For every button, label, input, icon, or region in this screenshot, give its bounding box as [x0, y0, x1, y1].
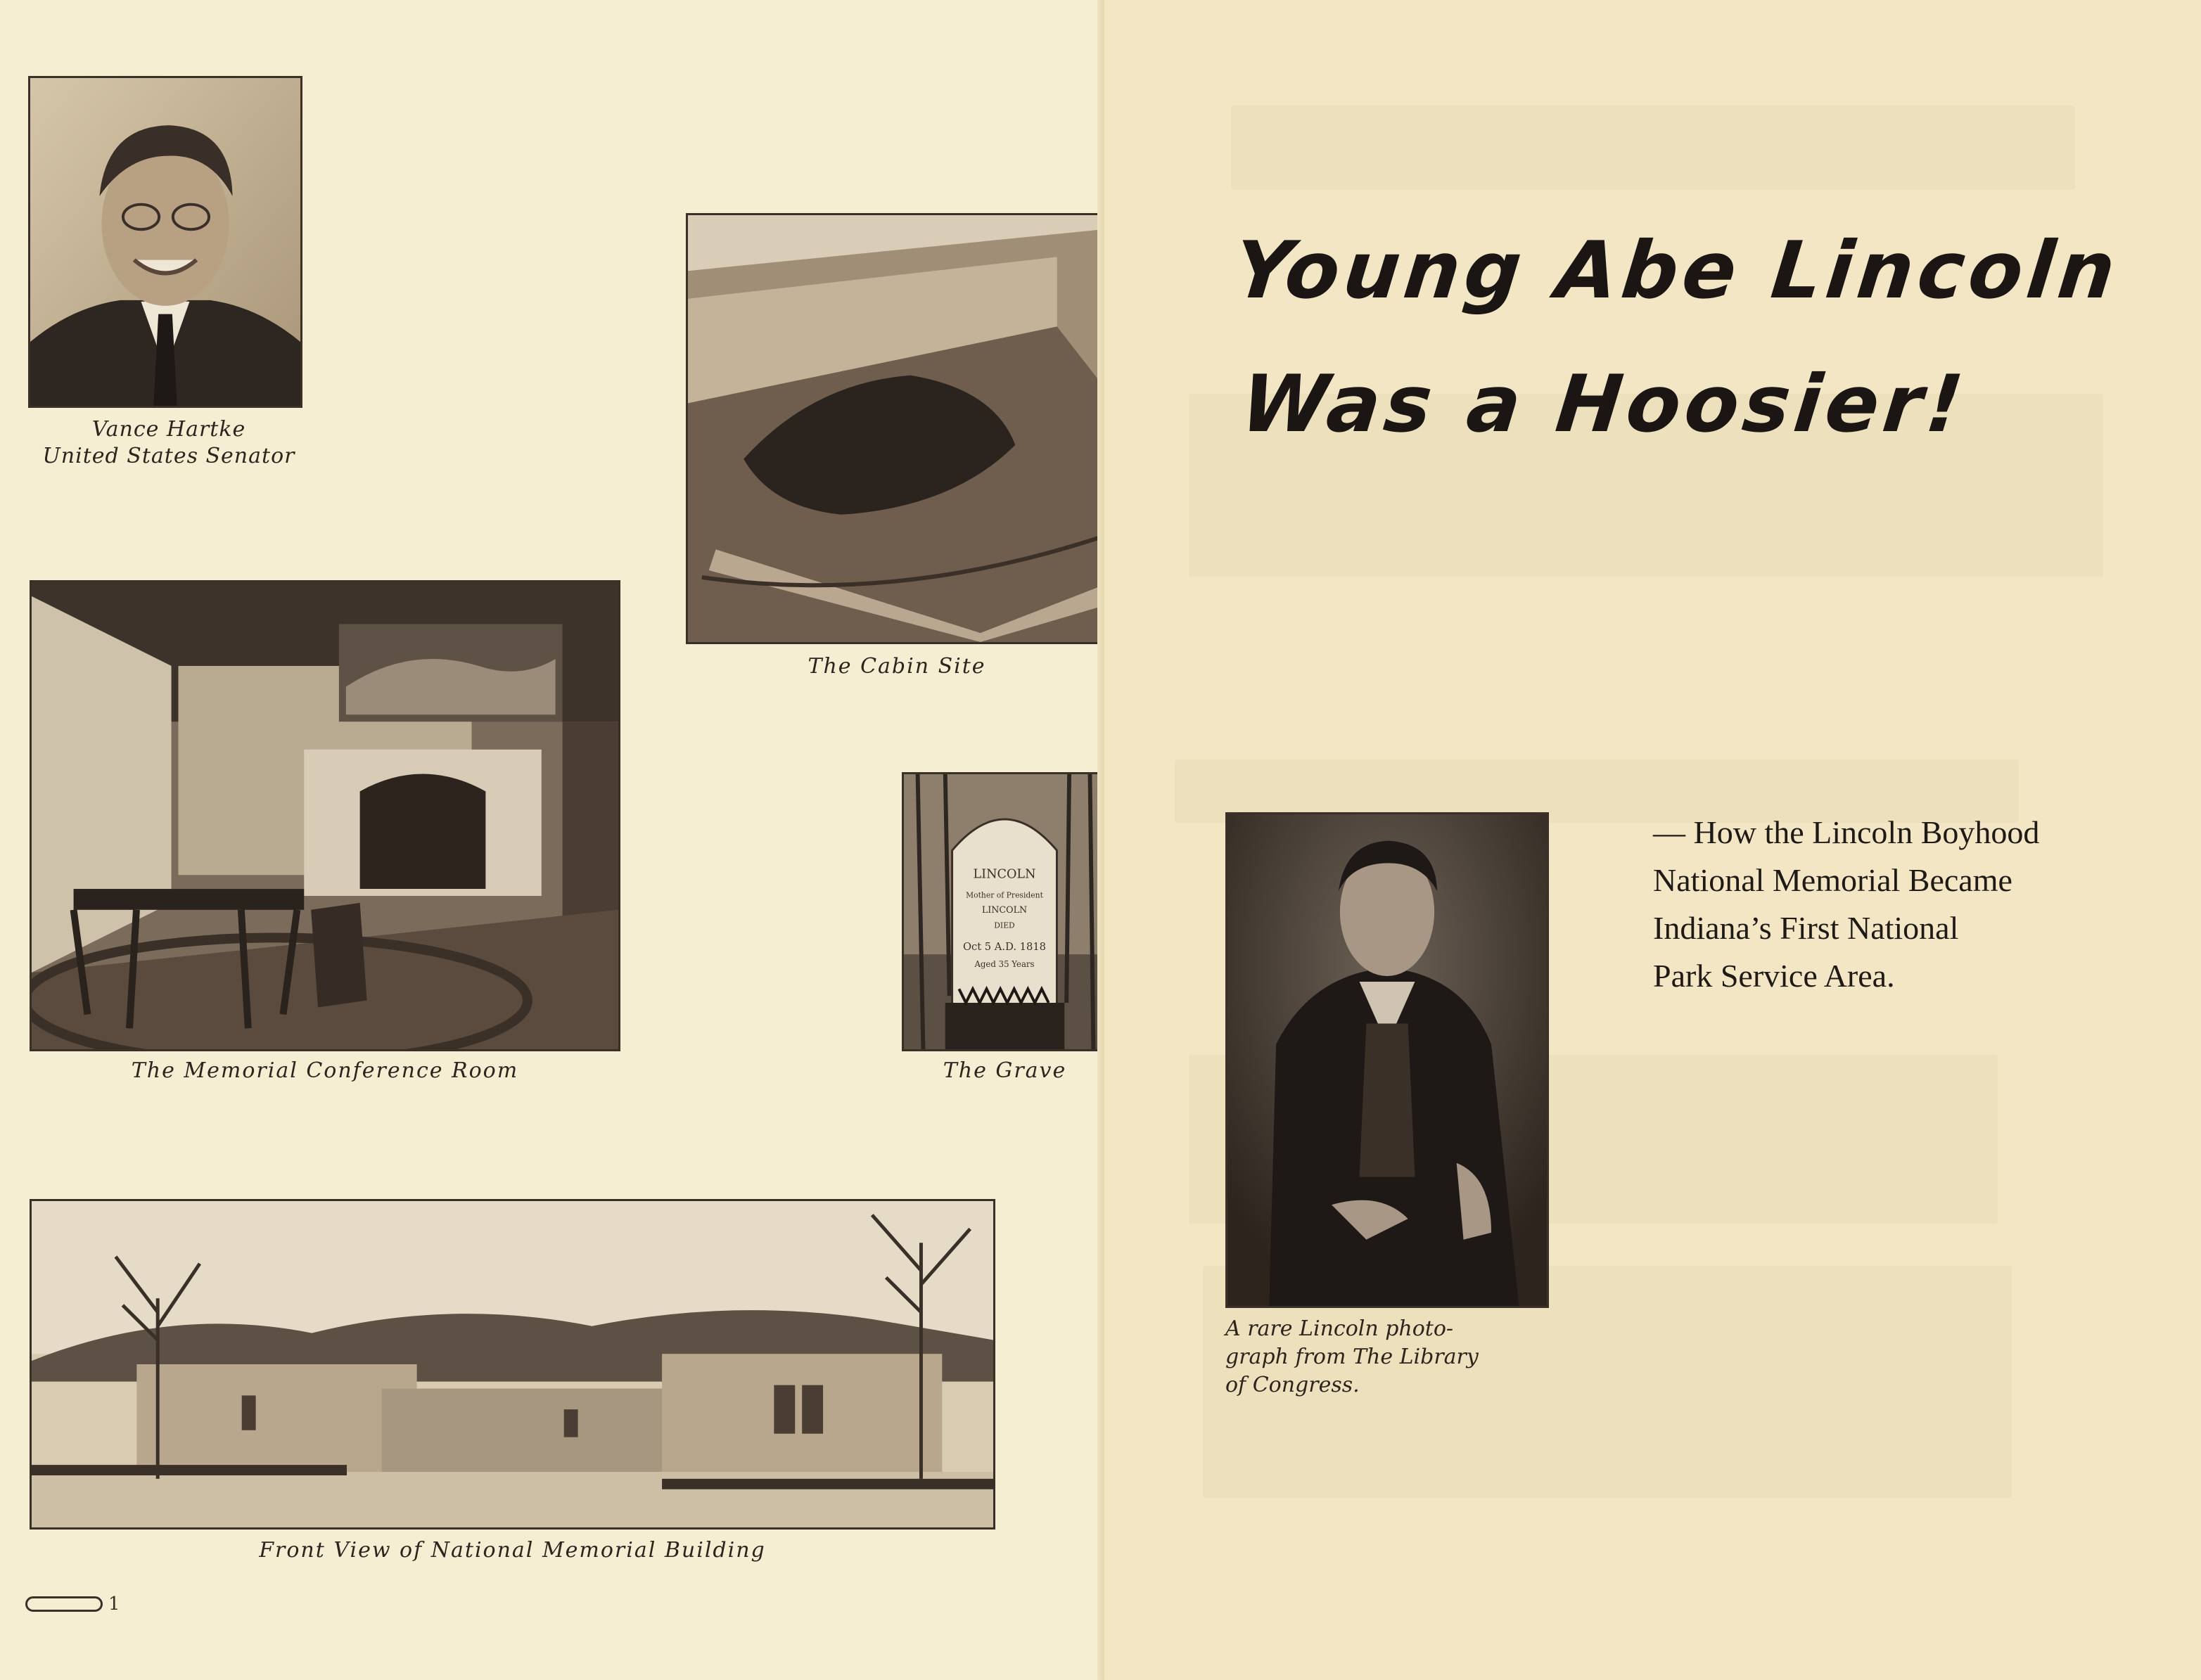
conference-room-photo — [30, 580, 620, 1051]
cabin-site-caption: The Cabin Site — [808, 654, 986, 679]
headstone-line-5: Oct 5 A.D. 1818 — [962, 941, 1047, 954]
article-title-line-2: Was a Hoosier! — [1237, 359, 1972, 450]
headstone-line-3: LINCOLN — [981, 904, 1028, 916]
memorial-building-photo — [30, 1199, 995, 1530]
hartke-caption-name: Vance Hartke — [91, 417, 246, 442]
lincoln-portrait-photo — [1225, 812, 1549, 1308]
hartke-caption-title: United States Senator — [42, 444, 295, 468]
bleed-through-block — [1231, 105, 2075, 190]
lincoln-caption-line-1: A rare Lincoln photo- — [1225, 1316, 1454, 1341]
hartke-photo — [28, 76, 302, 408]
headstone-line-4: DIED — [994, 921, 1015, 930]
article-subtitle — [1653, 809, 2039, 1000]
article-title-line-1: Young Abe Lincoln — [1230, 225, 2124, 316]
headstone-line-6: Aged 35 Years — [974, 958, 1035, 969]
grave-caption: The Grave — [943, 1058, 1067, 1083]
hartke-caption — [21, 416, 317, 470]
headstone-line-1: LINCOLN — [973, 867, 1036, 882]
subtitle-line-1: — How the Lincoln Boyhood — [1653, 814, 2040, 850]
grave-photo — [902, 772, 1108, 1051]
cabin-site-photo — [686, 213, 1108, 644]
page-number-text: 1 — [108, 1594, 120, 1615]
subtitle-line-4: Park Service Area. — [1653, 958, 1895, 994]
publisher-logo-icon — [25, 1596, 103, 1612]
page-number — [25, 1594, 120, 1615]
headstone-line-2: Mother of President — [966, 890, 1043, 900]
conference-room-caption: The Memorial Conference Room — [131, 1058, 519, 1083]
subtitle-line-2: National Memorial Became — [1653, 862, 2012, 898]
lincoln-portrait-caption — [1225, 1315, 1549, 1399]
subtitle-line-3: Indiana’s First National — [1653, 910, 1959, 946]
memorial-building-caption: Front View of National Memorial Building — [259, 1538, 766, 1563]
lincoln-caption-line-3: of Congress. — [1225, 1373, 1360, 1397]
lincoln-caption-line-2: graph from The Library — [1225, 1345, 1479, 1369]
